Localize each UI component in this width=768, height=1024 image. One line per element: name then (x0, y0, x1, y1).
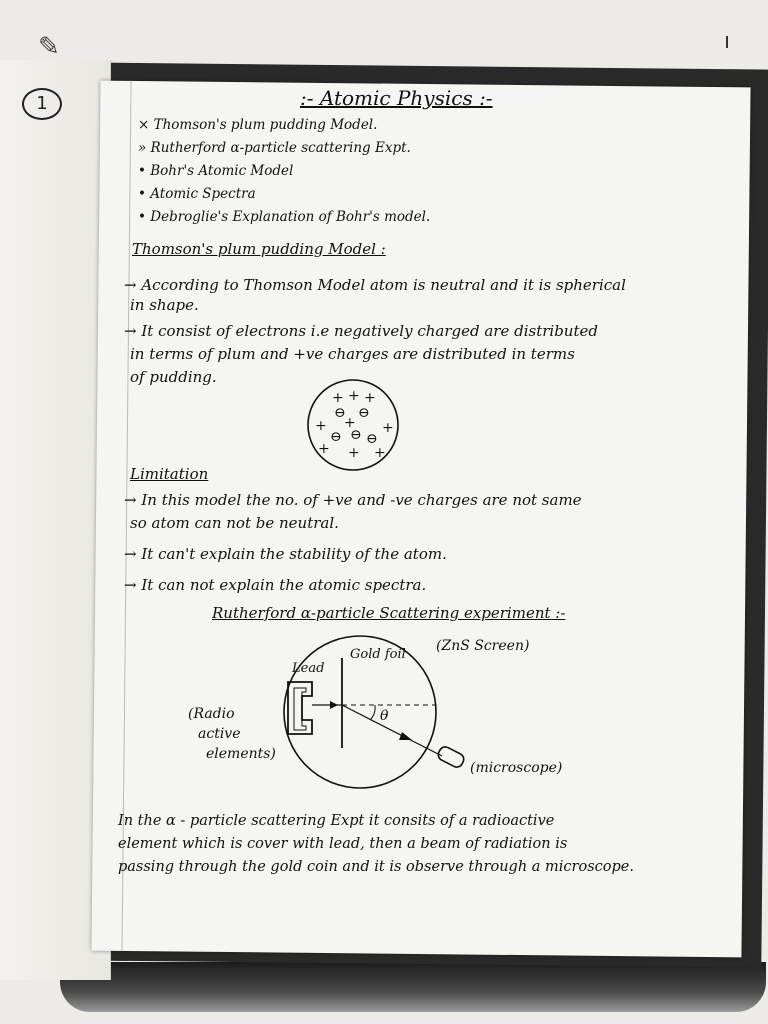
plus-charge: + (348, 445, 360, 461)
plus-charge: + (332, 390, 344, 406)
topic-item: • Bohr's Atomic Model (138, 163, 294, 179)
page-shadow (60, 962, 766, 1012)
microscope (436, 745, 466, 769)
topic-item: » Rutherford α-particle scattering Expt. (138, 140, 411, 156)
topic-item: • Debroglie's Explanation of Bohr's model. (138, 209, 431, 225)
radioactive-label: elements) (206, 746, 276, 762)
thomson-point-1-line-1: → According to Thomson Model atom is neutral and it is spherical (124, 276, 626, 294)
limitation-heading: Limitation (130, 465, 209, 483)
thomson-point-2-line-2: in terms of plum and +ve charges are distributed in terms (130, 345, 575, 363)
plus-charge: + (364, 390, 376, 406)
page-number: 1 (22, 88, 62, 120)
topic-item: • Atomic Spectra (138, 186, 256, 202)
minus-charge: ⊖ (350, 427, 362, 443)
angle-arc (370, 705, 375, 720)
plus-charge: + (318, 441, 330, 457)
topic-item: × Thomson's plum pudding Model. (138, 117, 378, 133)
limitation-3: → It can not explain the atomic spectra. (124, 576, 426, 594)
theta-label: θ (380, 708, 389, 724)
plus-charge: + (382, 420, 394, 436)
minus-charge: ⊖ (366, 431, 378, 447)
limitation-2: → It can't explain the stability of the atom. (124, 545, 447, 563)
tick-mark (726, 36, 728, 48)
plus-charge: + (348, 388, 360, 404)
plus-charge: + (344, 415, 356, 431)
lead-inner (294, 688, 306, 730)
rutherford-paragraph-line-2: element which is cover with lead, then a beam of radiation is (118, 836, 568, 852)
rutherford-paragraph-line-1: In the α - particle scattering Expt it consits of a radioactive (118, 813, 555, 829)
rutherford-heading: Rutherford α-particle Scattering experiment :- (212, 604, 566, 622)
thomson-heading: Thomson's plum pudding Model : (132, 240, 386, 258)
plus-charge: + (374, 445, 386, 461)
limitation-1-line-1: → In this model the no. of +ve and -ve charges are not same (124, 491, 582, 509)
plum-pudding-diagram (300, 385, 410, 465)
minus-charge: ⊖ (330, 429, 342, 445)
rutherford-diagram (180, 630, 600, 790)
minus-charge: ⊖ (334, 405, 346, 421)
lead-label: Lead (292, 661, 325, 676)
gold-foil-label: Gold foil (350, 647, 406, 662)
limitation-1-line-2: so atom can not be neutral. (130, 514, 339, 532)
zns-screen-label: (ZnS Screen) (436, 638, 530, 654)
scattered-arrow (399, 732, 412, 740)
rutherford-paragraph-line-3: passing through the gold coin and it is observe through a microscope. (118, 859, 634, 875)
microscope-label: (microscope) (470, 760, 563, 776)
scattered-path (342, 705, 442, 756)
thomson-point-2-line-1: → It consist of electrons i.e negatively charged are distributed (124, 322, 598, 340)
radioactive-label: (Radio (188, 706, 235, 722)
plus-charge: + (315, 418, 327, 434)
radioactive-label: active (198, 726, 241, 742)
page-title: :- Atomic Physics :- (300, 86, 493, 110)
lead-box (288, 682, 312, 734)
thomson-point-2-line-3: of pudding. (130, 368, 217, 386)
minus-charge: ⊖ (358, 405, 370, 421)
thomson-point-1-line-2: in shape. (130, 296, 199, 314)
corner-mark: ✎ (38, 32, 60, 62)
beam-arrow (330, 701, 338, 709)
